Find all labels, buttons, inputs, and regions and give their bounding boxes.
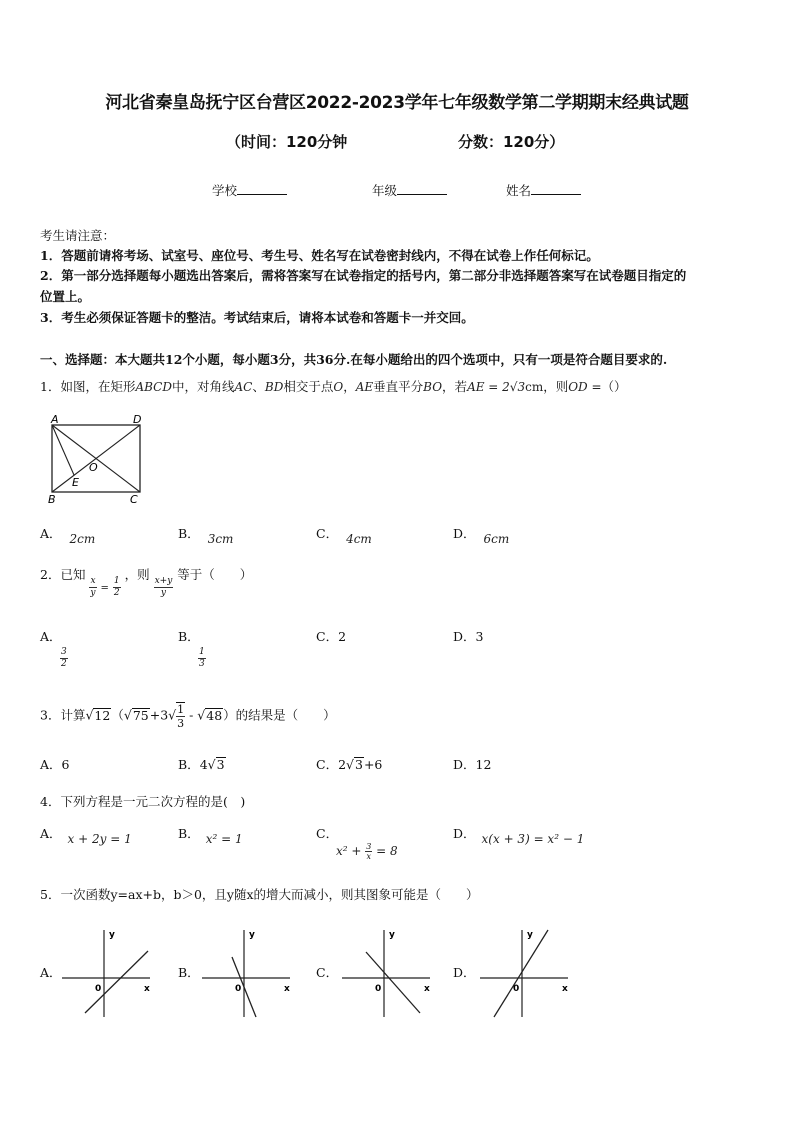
rectangle-figure	[42, 412, 152, 506]
name-field	[506, 181, 581, 199]
q5-graph-c[interactable]	[340, 925, 440, 1020]
svg-text:y: y	[389, 930, 395, 940]
q4-option-c[interactable]: C． x² + $\frac{3}{x}$ = 8	[316, 826, 398, 861]
svg-text:0: 0	[235, 984, 242, 994]
school-label: 学校	[212, 183, 238, 198]
q5-graph-a[interactable]	[60, 925, 160, 1020]
q3-option-d[interactable]: D．12	[453, 757, 492, 772]
exam-score: 分数：120分）	[458, 133, 565, 151]
q2-option-d[interactable]: D．3	[453, 629, 484, 644]
name-label: 姓名	[506, 183, 532, 198]
q5-option-b-label[interactable]: B．	[178, 965, 200, 980]
q2-option-b[interactable]: B． $\frac{1}{3}$	[178, 629, 205, 669]
q2-option-a[interactable]: A． $\frac{3}{2}$	[40, 629, 67, 669]
svg-text:0: 0	[375, 984, 382, 994]
label-o: O	[89, 461, 98, 474]
question-5-stem: 5．一次函数y=ax+b，b＞0，且y随x的增大而减小，则其图象可能是（ ）	[40, 887, 479, 902]
q1-option-d[interactable]: D． 6cm	[453, 526, 510, 546]
page-title: 河北省秦皇岛抚宁区台营区2022-2023学年七年级数学第二学期期末经典试题	[105, 93, 689, 113]
label-b: B	[48, 493, 56, 506]
q5-graph-b[interactable]	[200, 925, 300, 1020]
label-e: E	[72, 476, 79, 489]
q4-option-d[interactable]: D． x(x + 3) = x² − 1	[453, 826, 585, 846]
label-c: C	[130, 493, 138, 506]
notice-item: 2．第一部分选择题每小题选出答案后，需将答案写在试卷指定的括号内，第二部分非选择题答案写在试卷题目指定的	[40, 268, 687, 283]
q1-option-b[interactable]: B． 3cm	[178, 526, 234, 546]
section-heading: 一、选择题：本大题共12个小题，每小题3分，共36分.在每小题给出的四个选项中，只有一项是符合题目要求的.	[40, 352, 668, 367]
svg-text:x: x	[424, 984, 430, 994]
q1-option-a[interactable]: A． 2cm	[40, 526, 96, 546]
grade-field	[372, 181, 447, 199]
question-2-stem: 2．已知 $\frac{x}{y}$ = $\frac{1}{2}$ ，则 $\frac{x+y}{y}$ 等于（ ）	[40, 567, 253, 598]
q5-option-c-label[interactable]: C．	[316, 965, 339, 980]
q4-option-a[interactable]: A． x + 2y = 1	[40, 826, 132, 846]
notice-item: 位置上。	[40, 289, 91, 304]
q3-option-a[interactable]: A．6	[40, 757, 70, 772]
q1-option-c[interactable]: C． 4cm	[316, 526, 372, 546]
svg-text:y: y	[249, 930, 255, 940]
q3-option-c[interactable]: C．2√3+6	[316, 757, 383, 772]
exam-time: （时间：120分钟	[226, 133, 348, 151]
svg-text:x: x	[562, 984, 568, 994]
svg-text:y: y	[109, 930, 115, 940]
school-field	[212, 181, 287, 199]
svg-text:0: 0	[95, 984, 102, 994]
svg-text:0: 0	[513, 984, 520, 994]
svg-text:y: y	[527, 930, 533, 940]
label-a: A	[51, 413, 59, 426]
q4-option-b[interactable]: B． x² = 1	[178, 826, 243, 846]
question-3-stem: 3．计算√12（√75+3√ $\frac{1}{3}$ - √48）的结果是（ ）	[40, 703, 336, 730]
notice-head: 考生请注意：	[40, 228, 116, 243]
svg-text:x: x	[284, 984, 290, 994]
q3-option-b[interactable]: B．4√3	[178, 757, 225, 772]
question-1-stem: 1．如图，在矩形ABCD中，对角线AC、BD相交于点O，AE垂直平分BO，若AE = 2√3cm，则OD =（）	[40, 379, 627, 394]
question-4-stem: 4．下列方程是一元二次方程的是( )	[40, 794, 246, 809]
label-d: D	[133, 413, 142, 426]
q5-option-d-label[interactable]: D．	[453, 965, 476, 980]
svg-text:x: x	[144, 984, 150, 994]
q5-option-a-label[interactable]: A．	[40, 965, 62, 980]
notice-item: 1．答题前请将考场、试室号、座位号、考生号、姓名写在试卷密封线内，不得在试卷上作任何标记。	[40, 248, 599, 263]
q5-graph-d[interactable]	[478, 925, 578, 1020]
q2-option-c[interactable]: C．2	[316, 629, 347, 644]
grade-label: 年级	[372, 183, 398, 198]
notice-item: 3．考生必须保证答题卡的整洁。考试结束后，请将本试卷和答题卡一并交回。	[40, 310, 474, 325]
